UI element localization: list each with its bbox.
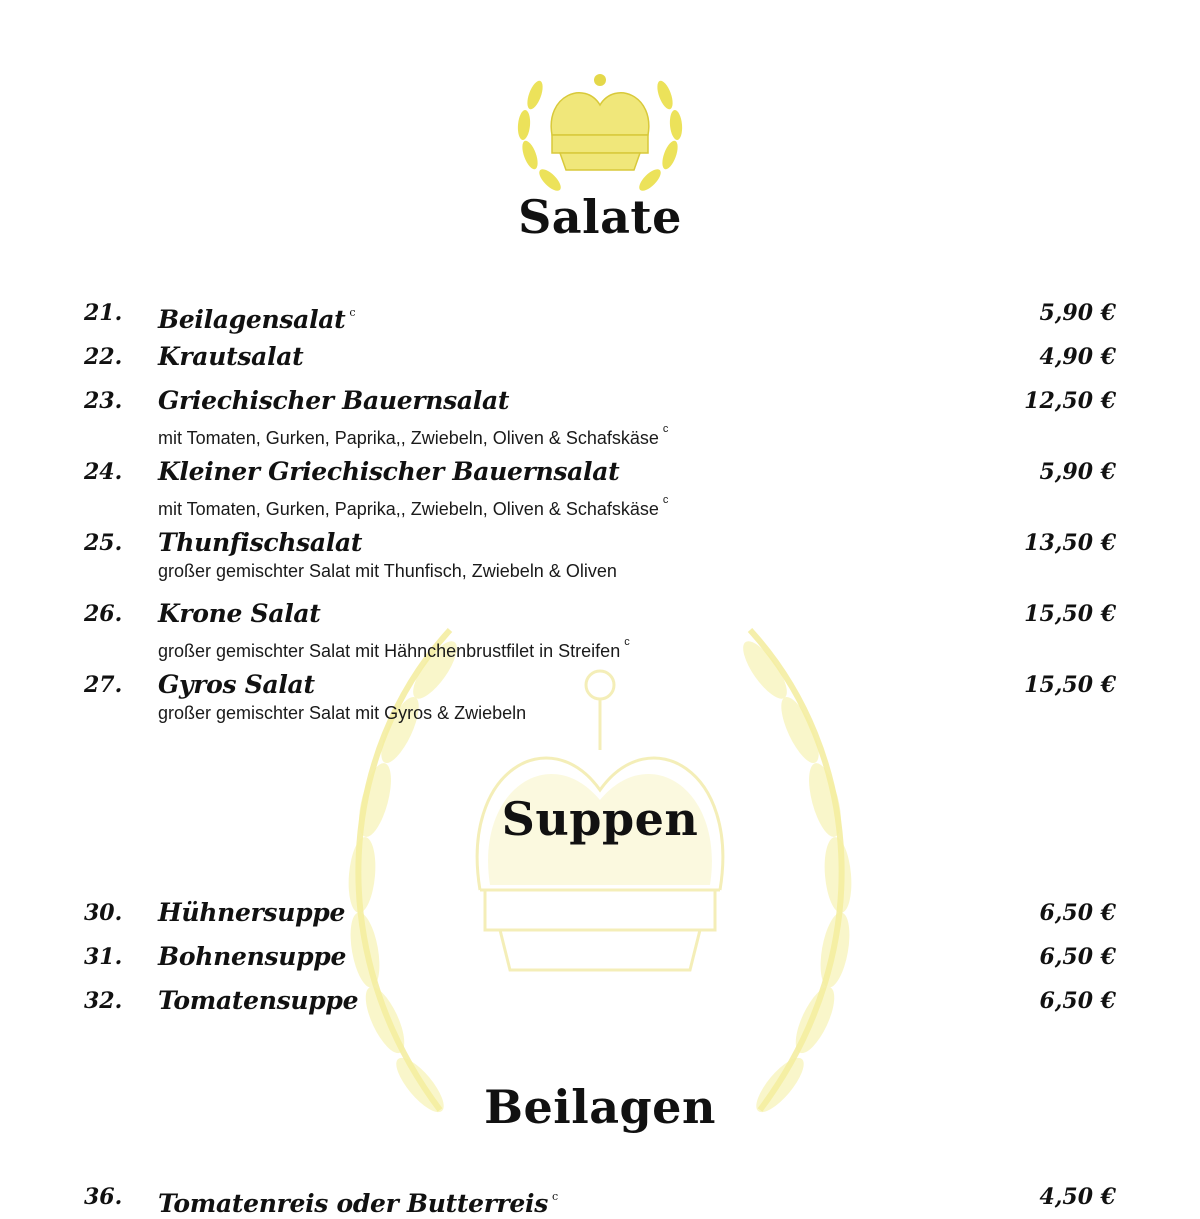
item-name: Kleiner Griechischer Bauernsalat [158, 457, 620, 486]
item-number: 23. [84, 388, 123, 414]
item-name: Krone Salat [158, 599, 321, 628]
item-price: 6,50 € [1039, 900, 1116, 926]
item-description: mit Tomaten, Gurken, Paprika,, Zwiebeln, Oliven & Schafskäse $^c$ [158, 494, 669, 519]
section-title-suppen: Suppen [501, 792, 699, 846]
item-number: 31. [84, 944, 123, 970]
allergen-mark: c [552, 1190, 558, 1203]
item-price: 13,50 € [1024, 530, 1116, 556]
item-number: 27. [84, 672, 123, 698]
allergen-mark: c [624, 636, 630, 648]
item-price: 12,50 € [1024, 388, 1116, 414]
item-description: großer gemischter Salat mit Gyros & Zwiebeln [158, 703, 527, 723]
item-name: Thunfischsalat [158, 528, 363, 557]
item-number: 32. [84, 988, 123, 1014]
allergen-mark: c [662, 423, 669, 435]
item-price: 4,90 € [1039, 344, 1116, 370]
crown-laurel-logo-icon [510, 50, 690, 200]
item-price: 5,90 € [1039, 459, 1116, 485]
item-price: 4,50 € [1039, 1184, 1116, 1210]
item-price: 6,50 € [1039, 988, 1116, 1014]
item-name: Beilagensalat $^c$ [158, 305, 356, 334]
allergen-mark: c [349, 306, 356, 319]
item-number: 25. [84, 530, 123, 556]
item-number: 22. [84, 344, 123, 370]
item-number: 36. [84, 1184, 123, 1210]
item-name: Krautsalat [158, 342, 304, 371]
item-number: 24. [84, 459, 123, 485]
item-name: Griechischer Bauernsalat [158, 386, 510, 415]
item-price: 15,50 € [1024, 672, 1116, 698]
item-description: mit Tomaten, Gurken, Paprika,, Zwiebeln, Oliven & Schafskäse $^c$ [158, 423, 669, 448]
section-title-salate: Salate [518, 190, 682, 244]
allergen-mark: c [662, 494, 669, 506]
item-name: Tomatensuppe [158, 986, 359, 1015]
item-name: Hühnersuppe [158, 898, 346, 927]
item-price: 5,90 € [1039, 300, 1116, 326]
item-description: großer gemischter Salat mit Thunfisch, Zwiebeln & Oliven [158, 561, 617, 581]
item-number: 30. [84, 900, 123, 926]
item-number: 26. [84, 601, 123, 627]
item-name: Tomatenreis oder Butterreis $^c$ [158, 1189, 558, 1218]
section-title-beilagen: Beilagen [484, 1080, 716, 1134]
item-price: 6,50 € [1039, 944, 1116, 970]
item-description: großer gemischter Salat mit Hähnchenbrustfilet in Streifen $^c$ [158, 636, 630, 661]
item-name: Gyros Salat [158, 670, 315, 699]
item-number: 21. [84, 300, 123, 326]
item-name: Bohnensuppe [158, 942, 347, 971]
item-price: 15,50 € [1024, 601, 1116, 627]
